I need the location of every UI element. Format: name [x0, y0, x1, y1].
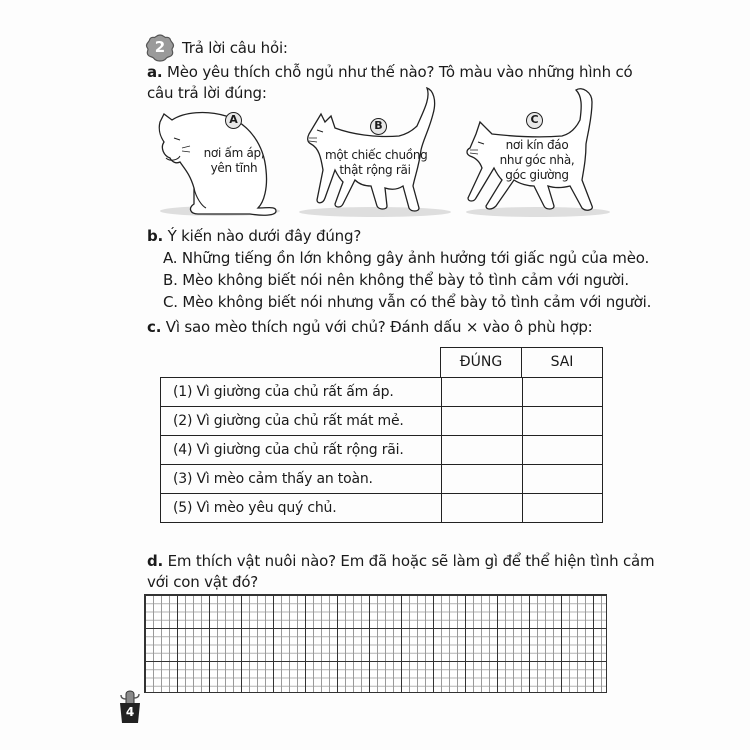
question-b-text: Ý kiến nào dưới đây đúng? — [167, 227, 362, 245]
option-b-c[interactable]: C. Mèo không biết nói nhưng vẫn có thể bày tỏ tình cảm với người. — [163, 293, 652, 311]
question-a — [147, 61, 633, 83]
cat-a-label-line2: yên tĩnh — [210, 161, 258, 175]
cell-dung[interactable] — [441, 465, 522, 493]
cell-dung[interactable] — [441, 494, 522, 522]
cell-sai[interactable] — [522, 465, 602, 493]
cat-c-label-line2: như góc nhà, — [499, 153, 575, 167]
row-statement: (3) Vì mèo cảm thấy an toàn. — [173, 471, 373, 487]
cat-c-label-line3: góc giường — [505, 168, 569, 182]
table-row — [160, 406, 603, 435]
cell-sai[interactable] — [522, 378, 602, 406]
option-b-b[interactable]: B. Mèo không biết nói nên không thể bày tỏ tình cảm với người. — [163, 271, 629, 289]
question-d-prefix: d. — [147, 552, 164, 570]
question-d-line1: Em thích vật nuôi nào? Em đã hoặc sẽ làm gì để thể hiện tình cảm — [167, 552, 655, 570]
cat-b-label-line2: thật rộng rãi — [339, 163, 411, 177]
cat-option-c[interactable] — [458, 82, 614, 220]
cell-sai[interactable] — [522, 494, 602, 522]
writing-grid[interactable] — [144, 594, 607, 693]
table-row — [160, 493, 603, 523]
cat-c-letter: C — [526, 112, 543, 129]
page-number-badge — [117, 688, 143, 724]
table-row — [160, 377, 603, 406]
cat-b-letter: B — [370, 118, 387, 135]
exercise-title: Trả lời câu hỏi: — [182, 39, 288, 57]
exercise-number-badge — [145, 34, 175, 62]
cell-dung[interactable] — [441, 407, 522, 435]
question-d-line2: với con vật đó? — [147, 573, 259, 591]
question-a-line1: Mèo yêu thích chỗ ngủ như thế nào? Tô màu vào những hình có — [167, 63, 633, 81]
cat-b-label — [325, 148, 428, 178]
answer-table — [160, 347, 603, 523]
cat-option-a[interactable] — [150, 108, 280, 220]
row-statement: (5) Vì mèo yêu quý chủ. — [173, 500, 337, 516]
question-a-prefix: a. — [147, 63, 163, 81]
row-statement: (1) Vì giường của chủ rất ấm áp. — [173, 384, 394, 400]
cell-dung[interactable] — [441, 436, 522, 464]
cat-c-label — [492, 138, 582, 183]
question-b — [147, 225, 361, 247]
cell-sai[interactable] — [522, 436, 602, 464]
cat-c-label-line1: nơi kín đáo — [505, 138, 569, 152]
row-statement: (4) Vì giường của chủ rất rộng rãi. — [173, 442, 404, 458]
question-c-text: Vì sao mèo thích ngủ với chủ? Đánh dấu × vào ô phù hợp: — [165, 318, 593, 336]
table-row — [160, 464, 603, 493]
header-dung: ĐÚNG — [440, 347, 522, 377]
question-b-prefix: b. — [147, 227, 164, 245]
cat-a-label-line1: nơi ấm áp, — [203, 146, 265, 160]
cell-sai[interactable] — [522, 407, 602, 435]
exercise-number: 2 — [154, 38, 166, 56]
question-c — [147, 316, 593, 338]
page-number: 4 — [125, 705, 135, 719]
table-row — [160, 435, 603, 464]
question-a-line2: câu trả lời đúng: — [147, 84, 267, 102]
cat-a-label — [194, 146, 274, 176]
header-sai: SAI — [521, 347, 603, 377]
row-statement: (2) Vì giường của chủ rất mát mẻ. — [173, 413, 404, 429]
cat-a-letter: A — [225, 112, 242, 129]
cell-dung[interactable] — [441, 378, 522, 406]
option-b-a[interactable]: A. Những tiếng ồn lớn không gây ảnh hưởng tới giấc ngủ của mèo. — [163, 249, 650, 267]
question-d — [147, 550, 654, 572]
cat-b-label-line1: một chiếc chuồng — [325, 148, 428, 162]
question-c-prefix: c. — [147, 318, 162, 336]
cat-option-b[interactable] — [295, 86, 455, 220]
